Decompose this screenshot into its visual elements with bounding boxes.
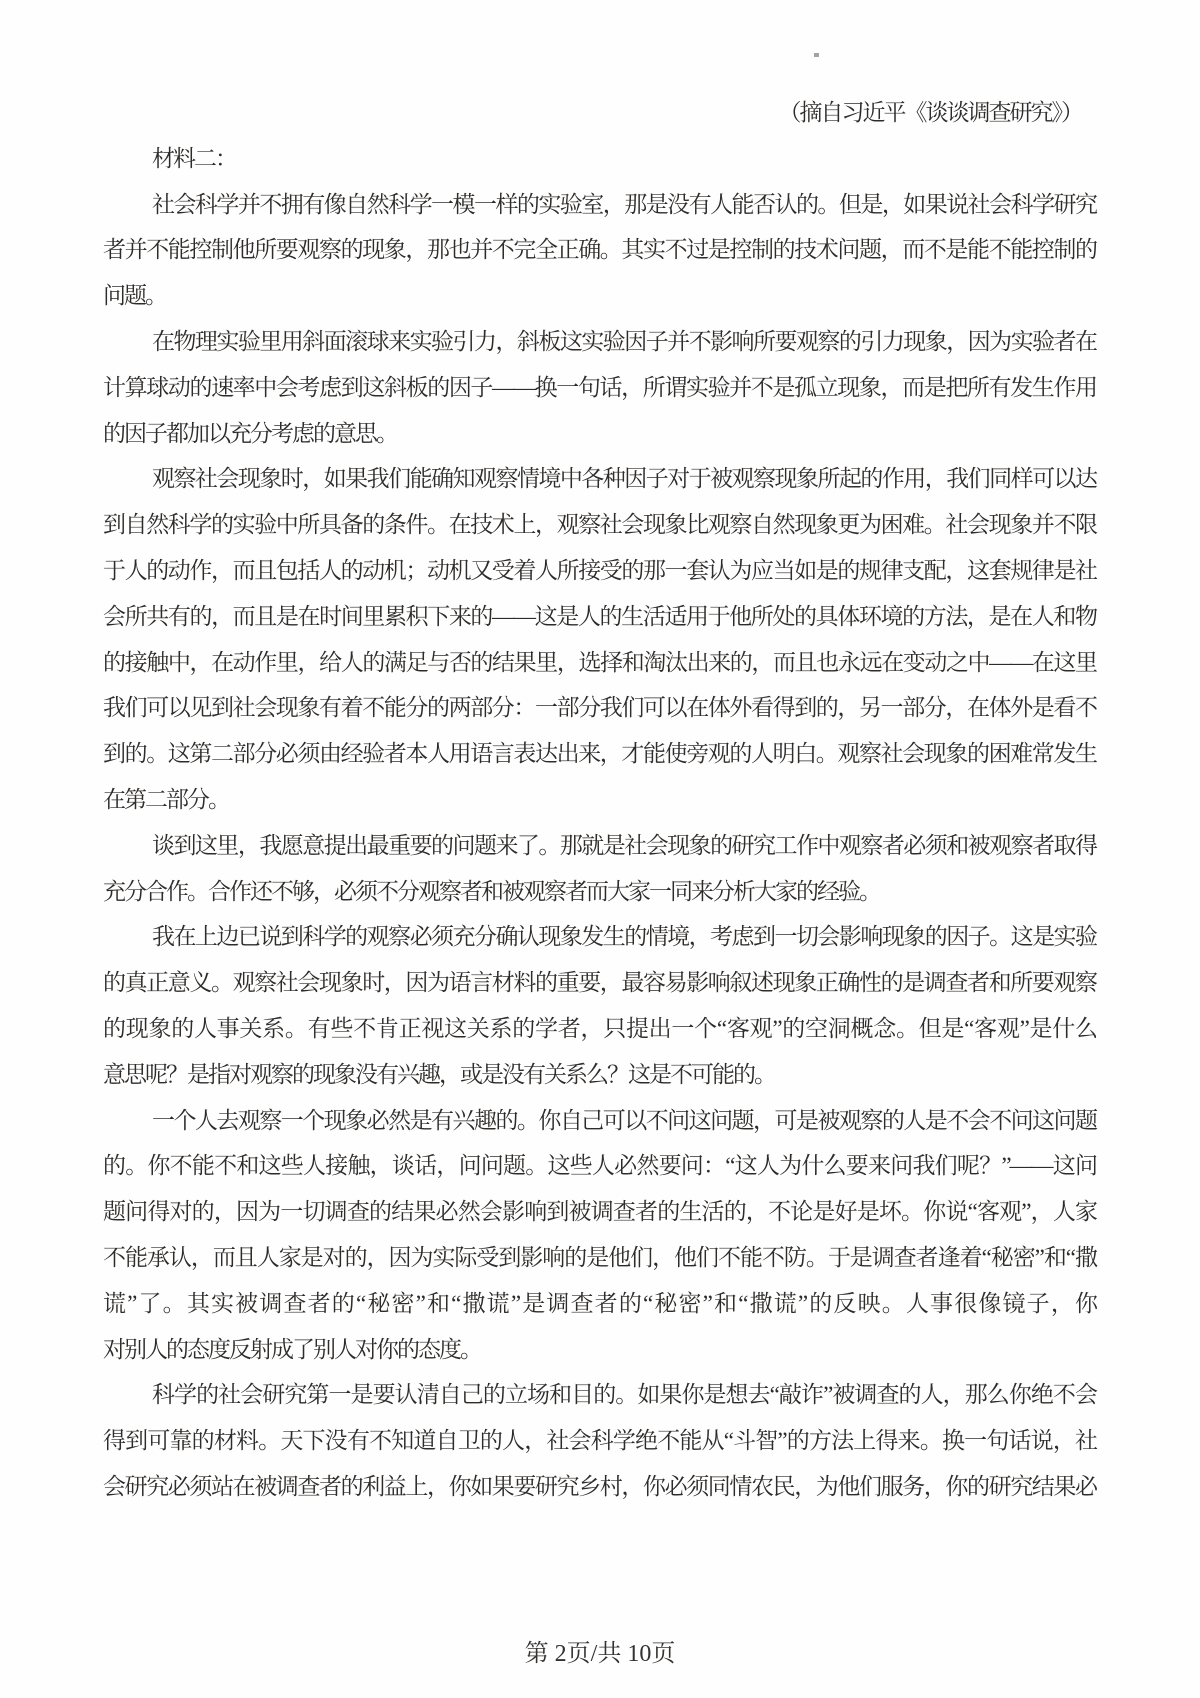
text-line: 得到可靠的材料。天下没有不知道自卫的人，社会科学绝不能从“斗智”的方法上得来。换一句话说，社: [103, 1428, 1096, 1454]
text-line: 在第二部分。: [103, 786, 229, 812]
text-line: 观察社会现象时，如果我们能确知观察情境中各种因子对于被观察现象所起的作用，我们同样可以达: [152, 466, 1096, 492]
page-number: 第 2页/共 10页: [524, 1641, 676, 1667]
text-line: 的。你不能不和这些人接触，谈话，问问题。这些人必然要问：“这人为什么要来问我们呢？”——这问: [103, 1153, 1096, 1179]
text-line: 者并不能控制他所要观察的现象，那也并不完全正确。其实不过是控制的技术问题，而不是能不能控制的: [103, 237, 1096, 263]
text-line: 不能承认，而且人家是对的，因为实际受到影响的是他们，他们不能不防。于是调查者逢着“秘密”和“撒: [103, 1244, 1096, 1270]
text-line: 问题。: [103, 283, 166, 309]
text-line: 一个人去观察一个现象必然是有兴趣的。你自己可以不问这问题，可是被观察的人是不会不问这问题: [152, 1107, 1096, 1133]
text-line: 于人的动作，而且包括人的动机；动机又受着人所接受的那一套认为应当如是的规律支配，这套规律是社: [103, 557, 1096, 583]
text-line: 对别人的态度反射成了别人对你的态度。: [103, 1336, 481, 1362]
attribution: （摘自习近平《谈谈调查研究》）: [778, 100, 1082, 125]
scan-artifact-dot: [814, 53, 819, 57]
text-line: 在物理实验里用斜面滚球来实验引力，斜板这实验因子并不影响所要观察的引力现象，因为实验者在: [152, 328, 1096, 354]
text-line: 到自然科学的实验中所具备的条件。在技术上，观察社会现象比观察自然现象更为困难。社会现象并不限: [103, 512, 1096, 538]
body-text: [103, 90, 1096, 1510]
text-line: 意思呢？是指对观察的现象没有兴趣，或是没有关系么？这是不可能的。: [103, 1061, 775, 1087]
text-line: 社会科学并不拥有像自然科学一模一样的实验室，那是没有人能否认的。但是，如果说社会科学研究: [152, 191, 1096, 217]
text-line: 我在上边已说到科学的观察必须充分确认现象发生的情境，考虑到一切会影响现象的因子。这是实验: [152, 924, 1096, 950]
text-line: 谎”了。其实被调查者的“秘密”和“撒谎”是调查者的“秘密”和“撒谎”的反映。人事很像镜子，你: [103, 1290, 1096, 1316]
text-line: 科学的社会研究第一是要认清自己的立场和目的。如果你是想去“敲诈”被调查的人，那么你绝不会: [152, 1382, 1096, 1408]
text-line: 的接触中，在动作里，给人的满足与否的结果里，选择和淘汰出来的，而且也永远在变动之中——在这里: [103, 649, 1096, 675]
text-line: 会所共有的，而且是在时间里累积下来的——这是人的生活适用于他所处的具体环境的方法，是在人和物: [103, 603, 1096, 629]
text-line: 会研究必须站在被调查者的利益上，你如果要研究乡村，你必须同情农民，为他们服务，你的研究结果必: [103, 1473, 1096, 1499]
paragraphs-container: [103, 136, 1096, 1510]
text-line: 到的。这第二部分必须由经验者本人用语言表达出来，才能使旁观的人明白。观察社会现象的困难常发生: [103, 741, 1096, 767]
text-line: 充分合作。合作还不够，必须不分观察者和被观察者而大家一同来分析大家的经验。: [103, 878, 880, 904]
text-line: 谈到这里，我愿意提出最重要的问题来了。那就是社会现象的研究工作中观察者必须和被观察者取得: [152, 832, 1096, 858]
text-line: 的真正意义。观察社会现象时，因为语言材料的重要，最容易影响叙述现象正确性的是调查者和所要观察: [103, 970, 1096, 996]
text-line: 计算球动的速率中会考虑到这斜板的因子——换一句话，所谓实验并不是孤立现象，而是把所有发生作用: [103, 374, 1096, 400]
text-line: 我们可以见到社会现象有着不能分的两部分：一部分我们可以在体外看得到的，另一部分，在体外是看不: [103, 695, 1096, 721]
text-line: 的因子都加以充分考虑的意思。: [103, 420, 397, 446]
text-line: 题问得对的，因为一切调查的结果必然会影响到被调查者的生活的，不论是好是坏。你说“客观”，人家: [103, 1199, 1096, 1225]
text-line: 的现象的人事关系。有些不肯正视这关系的学者，只提出一个“客观”的空洞概念。但是“客观”是什么: [103, 1015, 1096, 1041]
text-line: 材料二：: [152, 145, 236, 171]
